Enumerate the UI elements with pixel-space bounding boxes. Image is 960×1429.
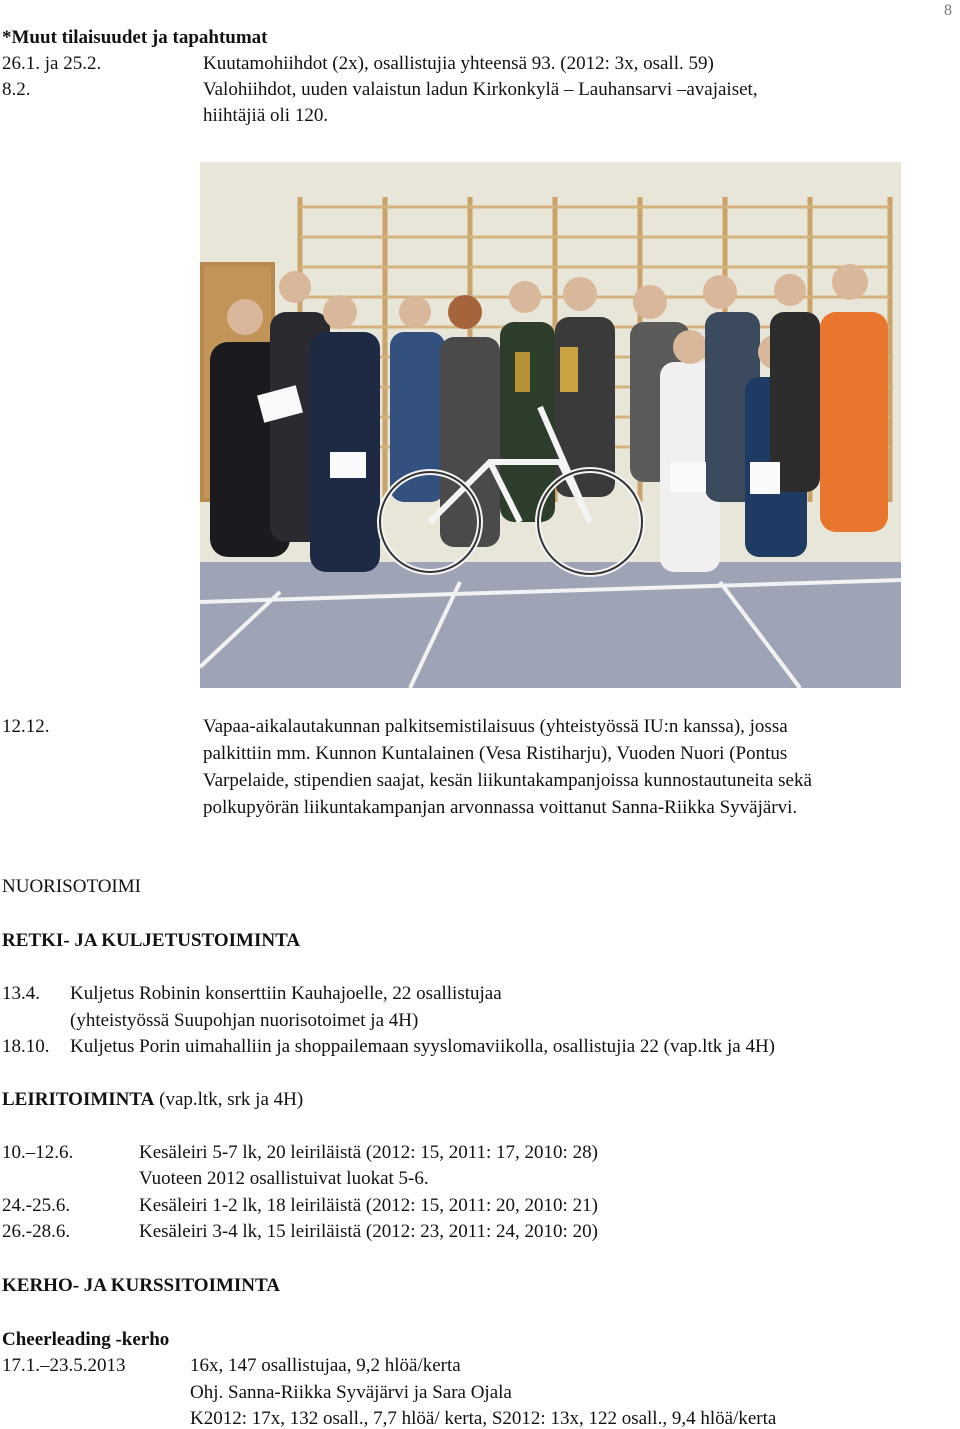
leiri-row-3-date: 26.-28.6. [2,1221,71,1242]
retki-row-2-line-1: Kuljetus Porin uimahalliin ja shoppailemaan syyslomaviikolla, osallistujia 22 (vap.ltk ja 4H) [70,1036,776,1057]
kerho-line-1: 16x, 147 osallistujaa, 9,2 hlöä/kerta [190,1355,461,1376]
muut-row-2-date: 8.2. [2,79,31,100]
muut-row-2-text-2: hiihtäjiä oli 120. [203,105,329,126]
retki-row-1-date: 13.4. [2,983,40,1004]
leiri-heading-suffix: (vap.ltk, srk ja 4H) [154,1089,304,1110]
retki-row-2-date: 18.10. [2,1036,50,1057]
leiri-row-1-line-1: Kesäleiri 5-7 lk, 20 leiriläistä (2012: 15, 2011: 17, 2010: 28) [139,1142,598,1163]
group-photo [200,162,901,688]
leiri-row-1-line-2: Vuoteen 2012 osallistuivat luokat 5-6. [139,1168,429,1189]
muut-row-1-text: Kuutamohiihdot (2x), osallistujia yhteensä 93. (2012: 3x, osall. 59) [203,53,714,74]
leiri-heading-line [2,1090,303,1109]
leiri-row-2-line-1: Kesäleiri 1-2 lk, 18 leiriläistä (2012: 15, 2011: 20, 2010: 21) [139,1195,598,1216]
kerho-date: 17.1.–23.5.2013 [2,1355,126,1376]
leiri-heading: LEIRITOIMINTA [2,1089,155,1110]
palkitseminen-line-4: polkupyörän liikuntakampanjan arvonnassa voittanut Sanna-Riikka Syväjärvi. [203,797,798,818]
nuorisotoimi-heading: NUORISOTOIMI [2,876,141,897]
palkitseminen-line-3: Varpelaide, stipendien saajat, kesän liikuntakampanjoissa kunnostautuneita sekä [203,770,812,791]
page-number: 8 [944,2,952,19]
muut-row-2-text-1: Valohiihdot, uuden valaistun ladun Kirkonkylä – Lauhansarvi –avajaiset, [203,79,758,100]
palkitseminen-line-2: palkittiin mm. Kunnon Kuntalainen (Vesa Ristiharju), Vuoden Nuori (Pontus [203,743,788,764]
muut-row-1-date: 26.1. ja 25.2. [2,53,102,74]
palkitseminen-date: 12.12. [2,716,50,737]
kerho-line-2: Ohj. Sanna-Riikka Syväjärvi ja Sara Ojala [190,1382,512,1403]
muut-heading: *Muut tilaisuudet ja tapahtumat [2,27,268,48]
retki-heading: RETKI- JA KULJETUSTOIMINTA [2,930,301,951]
leiri-row-2-date: 24.-25.6. [2,1195,71,1216]
palkitseminen-line-1: Vapaa-aikalautakunnan palkitsemistilaisuus (yhteistyössä IU:n kanssa), jossa [203,716,788,737]
kerho-heading: KERHO- JA KURSSITOIMINTA [2,1275,281,1296]
leiri-row-3-line-1: Kesäleiri 3-4 lk, 15 leiriläistä (2012: 23, 2011: 24, 2010: 20) [139,1221,598,1242]
kerho-line-3: K2012: 17x, 132 osall., 7,7 hlöä/ kerta, S2012: 13x, 122 osall., 9,4 hlöä/kerta [190,1408,777,1429]
kerho-subheading: Cheerleading -kerho [2,1329,170,1350]
retki-row-1-line-2: (yhteistyössä Suupohjan nuorisotoimet ja 4H) [70,1010,419,1031]
leiri-row-1-date: 10.–12.6. [2,1142,74,1163]
retki-row-1-line-1: Kuljetus Robinin konserttiin Kauhajoelle, 22 osallistujaa [70,983,502,1004]
